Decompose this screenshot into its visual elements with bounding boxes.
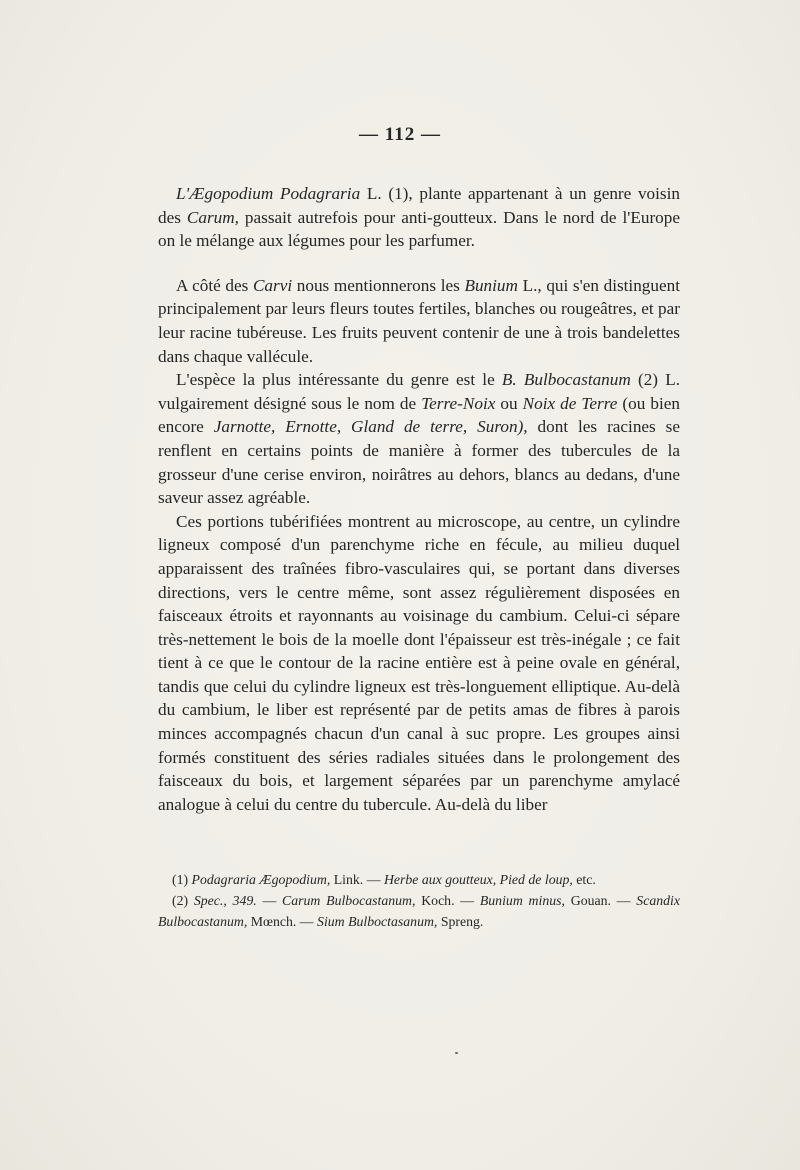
genus-name: Bunium (464, 275, 518, 295)
common-name: Noix de Terre (522, 393, 618, 413)
page-number: — 112 — (359, 124, 441, 145)
species-name: L'Ægopodium Podagraria (176, 184, 361, 203)
common-name: Terre-Noix (421, 393, 496, 413)
paragraph-microscope: Ces portions tubérifiées montrent au microscope, au centre, un cylindre ligneux composé d'un parenchyme riche en fécule, au milieu duquel apparaissent des traînées fibro-vasculaires qui, se portant dans diverses directions, vers le centre même, sont assez régulièrement disposées en faisceaux étroits et rayonnants au voisinage du cambium. Celui-ci sépare très-nettement le bois de la moelle dont l'épaisseur est très-inégale ; ce fait tient à ce que le contour de la racine entière est à peine ovale en général, tandis que celui du cylindre ligneux est très-longuement elliptique. Au-delà du cambium, le liber est représenté par de petits amas de fibres à parois minces accompagnés chacun d'un canal à suc propre. Les groupes ainsi formés constituent des séries radiales situées dans le prolongement des faisceaux du bois, et largement séparées par un parenchyme amylacé analogue à celui du centre du tubercule. Au-delà du liber (158, 511, 680, 814)
footnote-2: (2) Spec., 349. — Carum Bulbocastanum, Koch. — Bunium minus, Gouan. — Scandix Bulbocastanum, Mœnch. — Sium Bulboctasanum, Spreng. (158, 893, 680, 929)
main-text (158, 182, 680, 816)
paragraph-aegopodium: L'Ægopodium Podagraria L. (1), plante appartenant à un genre voisin des Carum, passait autrefois pour anti-goutteux. Dans le nord de l'Europe on le mélange aux légumes pour les parfumer. (158, 184, 680, 251)
footnotes (158, 869, 680, 932)
ink-speck (455, 1052, 458, 1054)
genus-name: Carum, (186, 207, 239, 227)
species-name: B. Bulbocastanum (501, 370, 631, 390)
common-names-list: Jarnotte, Ernotte, Gland de terre, Suron), (213, 417, 528, 437)
footnote-1: (1) Podagraria Ægopodium, Link. — Herbe aux goutteux, Pied de loup, etc. (172, 872, 596, 887)
paragraph-bunium: A côté des Carvi nous mentionnerons les Bunium L., qui s'en distinguent principalement par leurs fleurs toutes fertiles, blanches ou rougeâtres, et par leur racine tubéreuse. Les fruits peuvent contenir de une à trois bandelettes dans chaque vallécule. (158, 275, 680, 366)
paragraph-bulbocastanum: L'espèce la plus intéressante du genre est le B. Bulbocastanum (2) L. vulgairement désigné sous le nom de Terre-Noix ou Noix de Terre (ou bien encore Jarnotte, Ernotte, Gland de terre, Suron), dont les racines se renflent en certains points de manière à former des tubercules de la grosseur d'une cerise environ, noirâtres au dehors, blancs au dedans, d'une saveur assez agréable. (158, 370, 680, 508)
genus-name: Carvi (252, 275, 293, 295)
